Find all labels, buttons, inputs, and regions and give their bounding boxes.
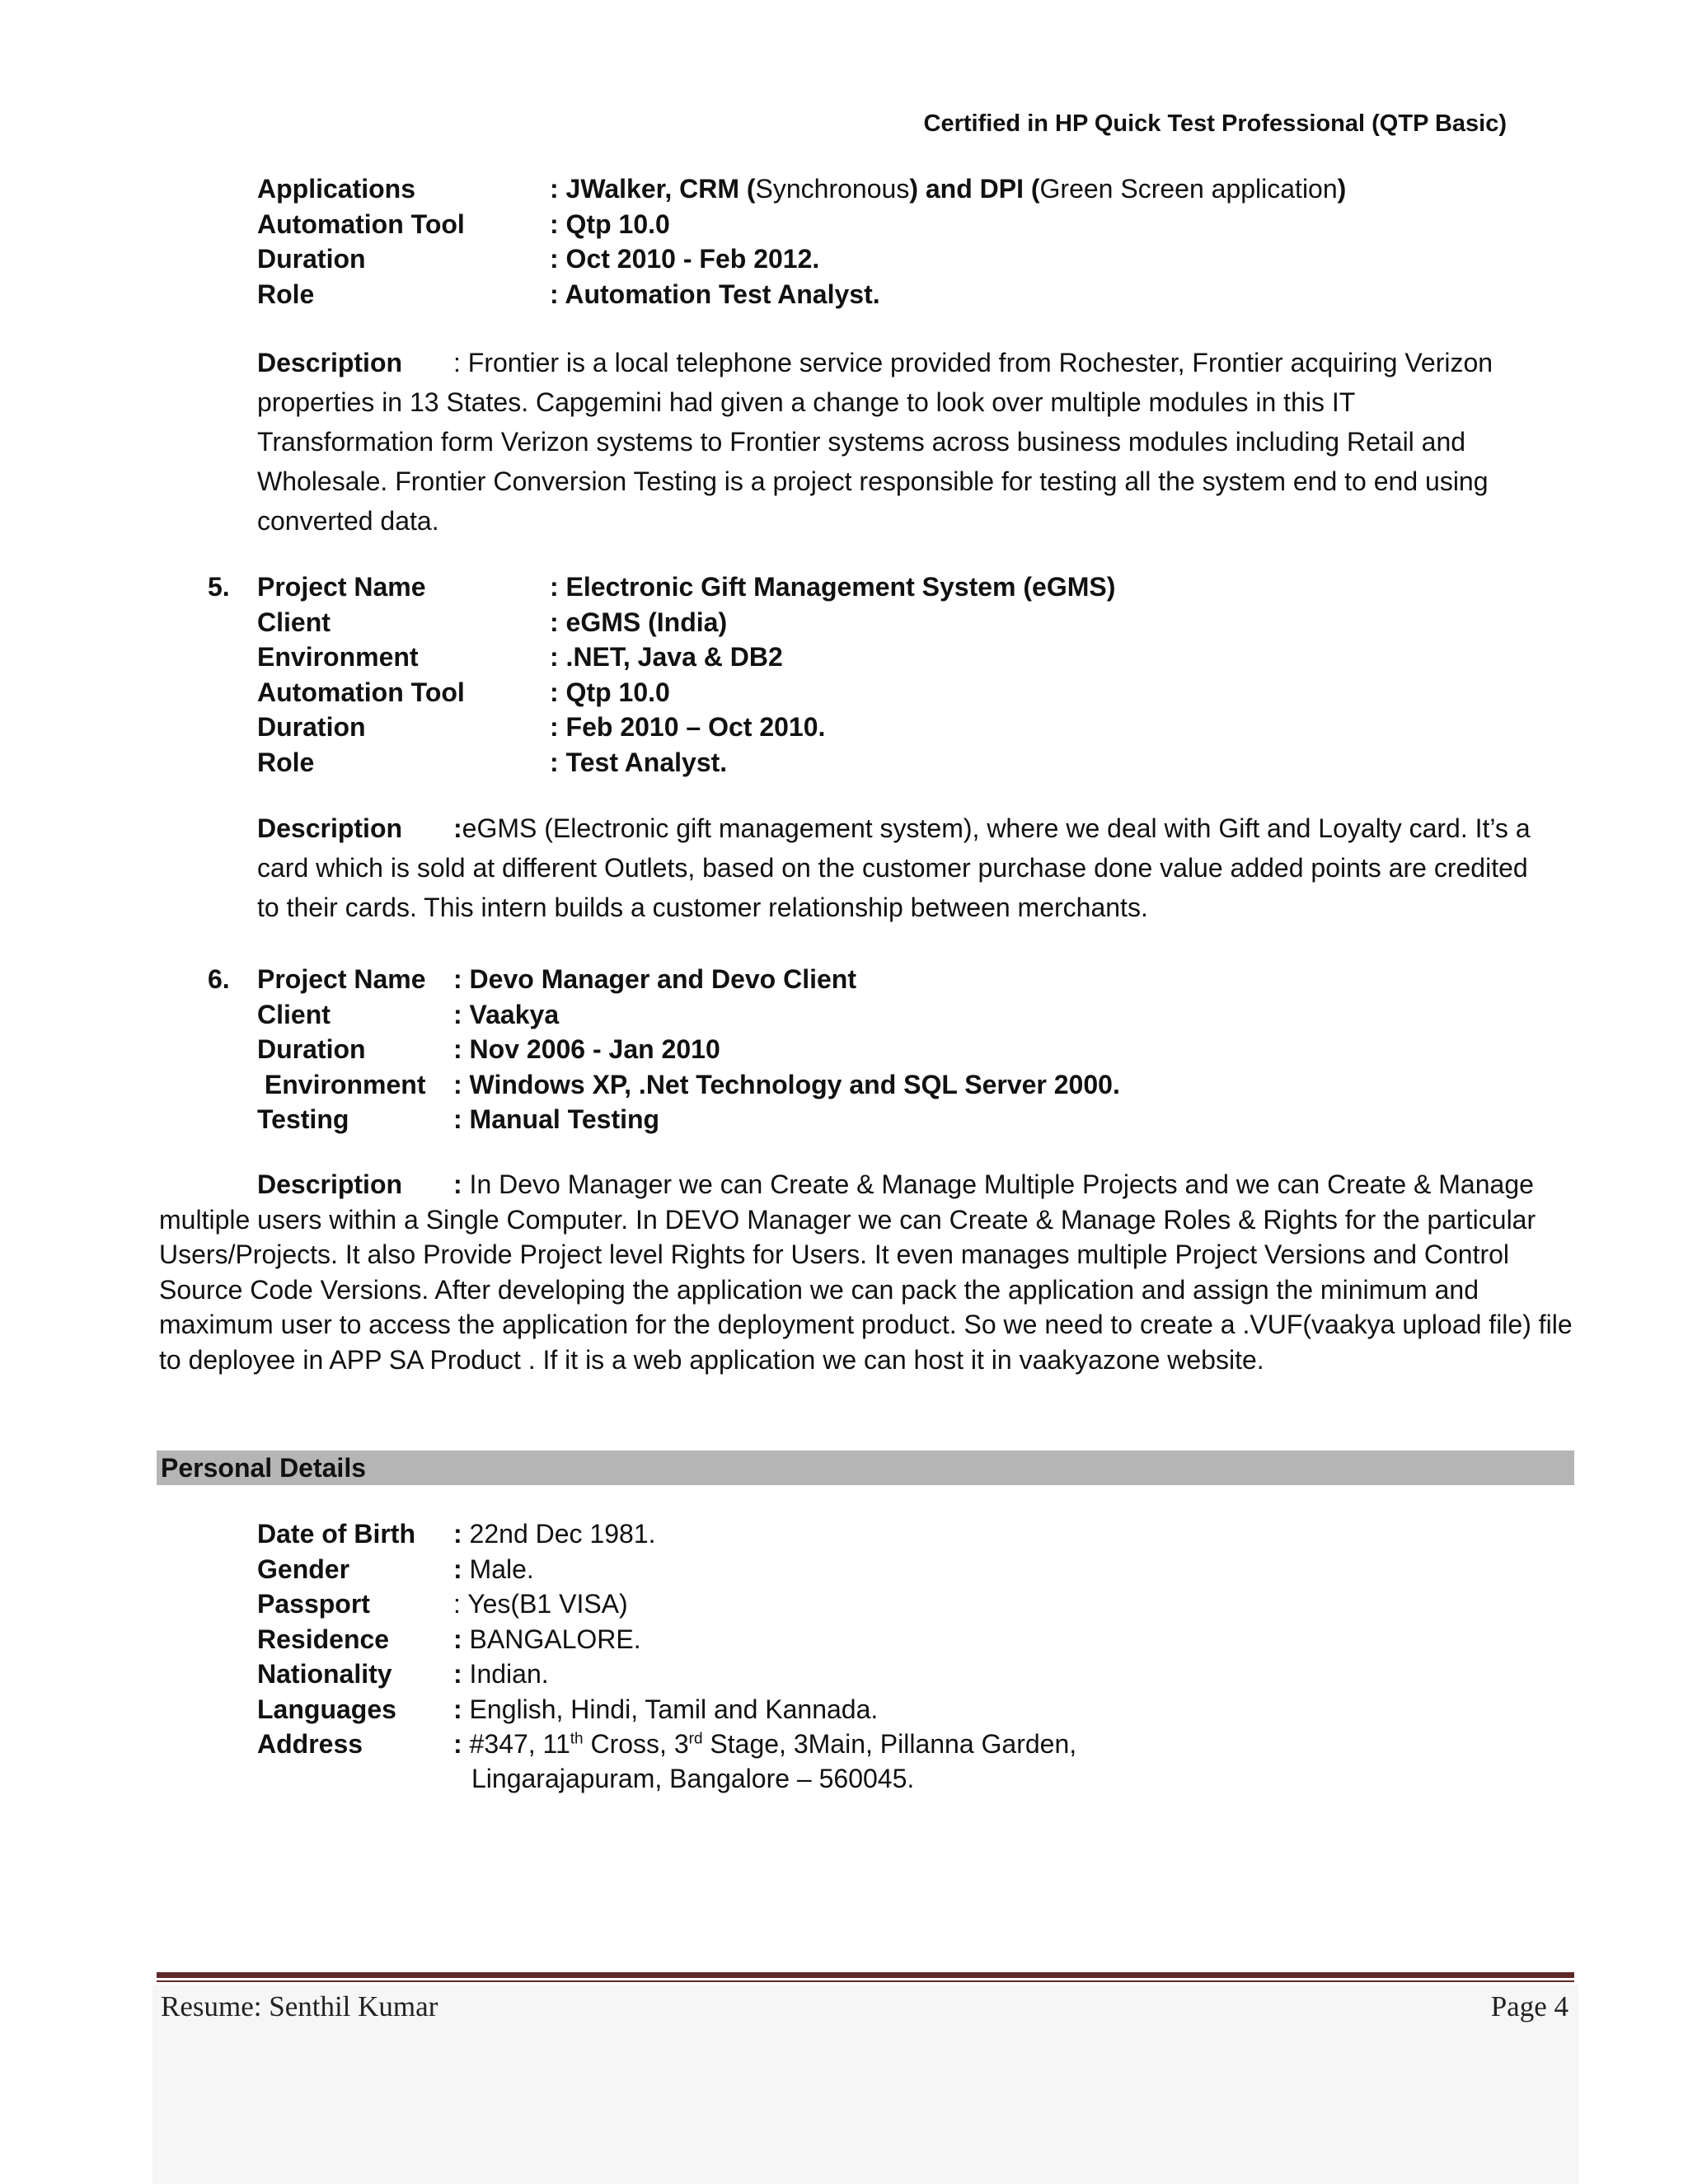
project4-row	[257, 277, 1531, 312]
description-text: In Devo Manager we can Create & Manage Multiple Projects and we can Create & Manage multiple users within a Single Computer. In DEVO Manager we can Create & Manage Roles & Rights for the particular Users/Projects. It also Provide Project level Rights for Users. It even manages multiple Project Versions and Control Source Code Versions. After developing the application we can pack the application and assign the minimum and maximum user to access the application for the deployment product. So we need to create a .VUF(vaakya upload file) file to deployee in APP SA Product . If it is a web application we can host it in vaakyazone website.	[159, 1169, 1573, 1375]
project5-row	[257, 640, 1531, 675]
footer-divider-thin	[157, 1980, 1574, 1982]
description-colon: :	[453, 813, 462, 843]
personal-row	[257, 1622, 1531, 1657]
field-value: : .NET, Java & DB2	[550, 642, 783, 672]
personal-row	[257, 1586, 1531, 1622]
personal-row	[257, 1692, 1531, 1727]
project5-description	[257, 808, 1531, 927]
field-value: : Manual Testing	[453, 1104, 660, 1134]
field-value: : Yes(B1 VISA)	[453, 1589, 628, 1619]
description-text: : Frontier is a local telephone service provided from Rochester, Frontier acquiring Verizon properties in 13 States. Capgemini had given a change to look over multiple modules in this IT Transformation form Verizon systems to Frontier systems across business modules including Retail and Wholesale. Frontier Conversion Testing is a project responsible for testing all the system end to end using converted data.	[257, 348, 1493, 536]
description-label: Description	[257, 1169, 403, 1199]
project4-row	[257, 241, 1531, 277]
personal-details	[257, 1516, 1531, 1762]
footer-divider	[157, 1972, 1574, 1978]
field-value: : Nov 2006 - Jan 2010	[453, 1034, 720, 1064]
project6-row	[257, 997, 1531, 1033]
field-label: Role	[257, 747, 315, 777]
footer-resume-name: Resume: Senthil Kumar	[161, 1990, 438, 2022]
field-value: : English, Hindi, Tamil and Kannada.	[453, 1694, 879, 1724]
field-label: Testing	[257, 1104, 349, 1134]
field-value: : Qtp 10.0	[550, 677, 670, 707]
field-label: Gender	[257, 1554, 350, 1584]
footer-page-number: Page 4	[1490, 1990, 1568, 2022]
field-label: Role	[257, 279, 315, 309]
project5-details	[257, 569, 1531, 780]
project6-row	[257, 962, 1531, 997]
project4-applications-row	[257, 171, 1531, 207]
project4-description	[257, 343, 1531, 541]
field-value: : Indian.	[453, 1659, 549, 1689]
applications-value: : JWalker, CRM (Synchronous) and DPI (Green Screen application)	[550, 174, 1347, 204]
field-value: : Oct 2010 - Feb 2012.	[550, 244, 820, 274]
field-label: Passport	[257, 1589, 370, 1619]
personal-row	[257, 1516, 1531, 1552]
project6-row	[257, 1067, 1531, 1103]
project6-details	[257, 962, 1531, 1137]
field-value: : Male.	[453, 1554, 534, 1584]
field-value: : Vaakya	[453, 999, 560, 1029]
personal-row	[257, 1552, 1531, 1587]
personal-address-row	[257, 1727, 1531, 1762]
description-label: Description	[257, 813, 403, 843]
field-label: Nationality	[257, 1659, 392, 1689]
certification-line: Certified in HP Quick Test Professional (QTP Basic)	[923, 110, 1507, 137]
personal-row	[257, 1657, 1531, 1692]
field-label: Automation Tool	[257, 677, 465, 707]
field-label: Duration	[257, 712, 366, 742]
field-label: Residence	[257, 1624, 390, 1654]
field-label: Project Name	[257, 964, 426, 994]
field-label: Languages	[257, 1694, 396, 1724]
field-label: Project Name	[257, 572, 426, 602]
field-label: Client	[257, 999, 331, 1029]
field-label: Duration	[257, 244, 366, 274]
project4-row	[257, 207, 1531, 242]
field-label: Address	[257, 1729, 363, 1759]
project4-details	[257, 171, 1531, 312]
project6-row	[257, 1032, 1531, 1067]
field-value: : BANGALORE.	[453, 1624, 641, 1654]
field-value: : 22nd Dec 1981.	[453, 1519, 656, 1549]
field-value: : Qtp 10.0	[550, 209, 670, 239]
field-label: Environment	[257, 642, 419, 672]
field-value: : Devo Manager and Devo Client	[453, 964, 856, 994]
field-label: Client	[257, 607, 331, 637]
field-value: : eGMS (India)	[550, 607, 728, 637]
description-label: Description	[257, 348, 403, 377]
project6-number: 6.	[208, 964, 230, 994]
project5-row	[257, 675, 1531, 710]
field-value: : Electronic Gift Management System (eGMS)	[550, 572, 1116, 602]
field-label: Date of Birth	[257, 1519, 415, 1549]
project5-row	[257, 605, 1531, 640]
project6-row	[257, 1102, 1531, 1137]
address-value: : #347, 11th Cross, 3rd Stage, 3Main, Pillanna Garden,	[453, 1729, 1077, 1759]
field-label: Duration	[257, 1034, 366, 1064]
field-value: : Automation Test Analyst.	[550, 279, 880, 309]
description-text: eGMS (Electronic gift management system), where we deal with Gift and Loyalty card. It’s a card which is sold at different Outlets, based on the customer purchase done value added points are credited to their cards. This intern builds a customer relationship between merchants.	[257, 813, 1531, 922]
project5-row	[257, 745, 1531, 780]
field-value: : Feb 2010 – Oct 2010.	[550, 712, 826, 742]
project5-number: 5.	[208, 572, 230, 602]
field-label: Environment	[257, 1069, 426, 1099]
address-line-2: Lingarajapuram, Bangalore – 560045.	[471, 1764, 915, 1793]
field-label: Applications	[257, 174, 416, 204]
personal-details-heading: Personal Details	[157, 1451, 1574, 1485]
project5-row	[257, 710, 1531, 745]
project6-description	[159, 1167, 1589, 1377]
project5-row	[257, 569, 1531, 605]
field-label: Automation Tool	[257, 209, 465, 239]
field-value: : Test Analyst.	[550, 747, 728, 777]
field-value: : Windows XP, .Net Technology and SQL Server 2000.	[453, 1069, 1120, 1099]
description-colon: :	[453, 1169, 462, 1199]
